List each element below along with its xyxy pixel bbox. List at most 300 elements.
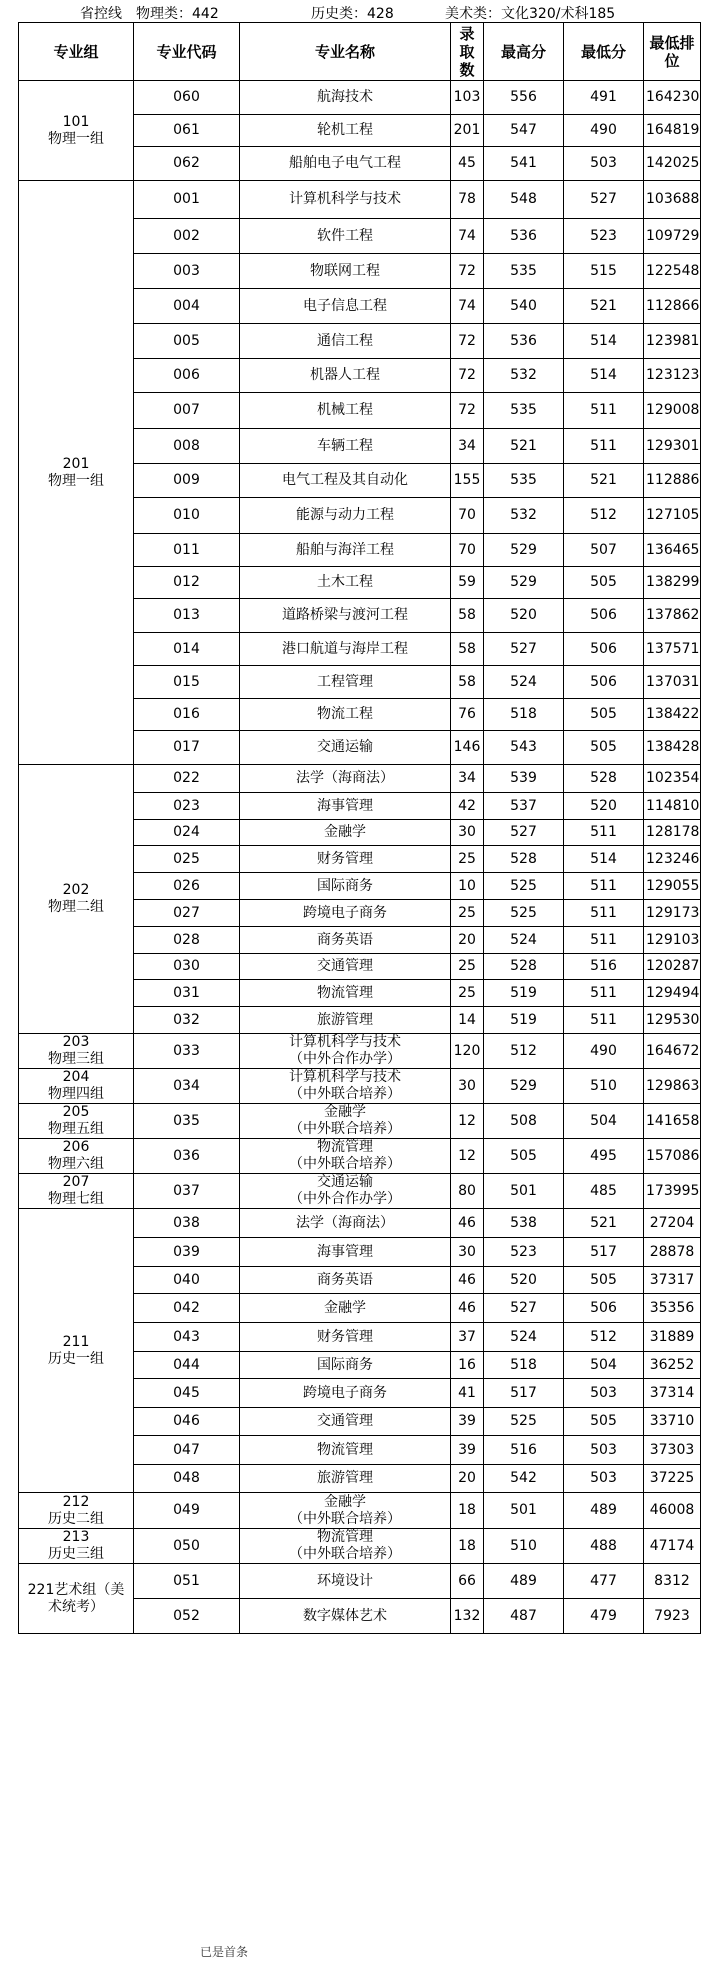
cell-name: 交通管理 [240, 954, 451, 980]
cell-max: 556 [484, 81, 564, 115]
cell-rank: 36252 [644, 1352, 701, 1379]
cell-admitted: 34 [451, 765, 484, 793]
cell-name: 交通运输 （中外合作办学） [240, 1174, 451, 1209]
cell-min: 528 [564, 765, 644, 793]
control-line-history: 历史类：428 [311, 6, 394, 22]
cell-min: 517 [564, 1238, 644, 1267]
cell-code: 051 [134, 1564, 240, 1599]
cell-code: 046 [134, 1408, 240, 1436]
cell-admitted: 46 [451, 1267, 484, 1294]
group-cell: 206 物理六组 [19, 1139, 134, 1174]
cell-rank: 129863 [644, 1069, 701, 1104]
cell-admitted: 58 [451, 599, 484, 633]
cell-min: 514 [564, 846, 644, 873]
cell-admitted: 120 [451, 1034, 484, 1069]
cell-max: 541 [484, 147, 564, 181]
cell-max: 517 [484, 1379, 564, 1408]
group-cell: 204 物理四组 [19, 1069, 134, 1104]
cell-name: 通信工程 [240, 324, 451, 359]
cell-code: 012 [134, 567, 240, 599]
cell-max: 518 [484, 699, 564, 731]
cell-admitted: 30 [451, 820, 484, 846]
cell-name: 海事管理 [240, 1238, 451, 1267]
cell-code: 028 [134, 927, 240, 954]
cell-name: 船舶电子电气工程 [240, 147, 451, 181]
header-max: 最高分 [484, 23, 564, 81]
cell-name: 船舶与海洋工程 [240, 534, 451, 567]
cell-min: 505 [564, 567, 644, 599]
cell-rank: 123123 [644, 359, 701, 393]
cell-code: 013 [134, 599, 240, 633]
cell-min: 511 [564, 429, 644, 464]
cell-max: 521 [484, 429, 564, 464]
cell-max: 537 [484, 793, 564, 820]
cell-admitted: 25 [451, 900, 484, 927]
cell-rank: 128178 [644, 820, 701, 846]
cell-min: 521 [564, 464, 644, 498]
cell-min: 479 [564, 1599, 644, 1634]
cell-admitted: 201 [451, 115, 484, 147]
cell-name: 工程管理 [240, 666, 451, 699]
cell-code: 047 [134, 1436, 240, 1465]
cell-name: 财务管理 [240, 1323, 451, 1352]
cell-name: 财务管理 [240, 846, 451, 873]
cell-admitted: 103 [451, 81, 484, 115]
cell-admitted: 41 [451, 1379, 484, 1408]
cell-code: 032 [134, 1007, 240, 1034]
cell-min: 507 [564, 534, 644, 567]
table-header-row [19, 23, 701, 81]
cell-min: 521 [564, 1209, 644, 1238]
cell-max: 524 [484, 927, 564, 954]
cell-max: 505 [484, 1139, 564, 1174]
cell-code: 025 [134, 846, 240, 873]
table-row [19, 1139, 701, 1174]
cell-code: 006 [134, 359, 240, 393]
cell-max: 489 [484, 1564, 564, 1599]
cell-code: 011 [134, 534, 240, 567]
cell-admitted: 30 [451, 1069, 484, 1104]
cell-max: 529 [484, 1069, 564, 1104]
table-row [19, 1493, 701, 1529]
cell-rank: 112866 [644, 289, 701, 324]
cell-max: 520 [484, 1267, 564, 1294]
cell-code: 026 [134, 873, 240, 900]
cell-min: 495 [564, 1139, 644, 1174]
cell-admitted: 42 [451, 793, 484, 820]
cell-rank: 136465 [644, 534, 701, 567]
cell-admitted: 46 [451, 1294, 484, 1323]
cell-name: 港口航道与海岸工程 [240, 633, 451, 666]
header-name: 专业名称 [240, 23, 451, 81]
cell-rank: 137031 [644, 666, 701, 699]
cell-name: 车辆工程 [240, 429, 451, 464]
cell-name: 法学（海商法） [240, 1209, 451, 1238]
cell-rank: 33710 [644, 1408, 701, 1436]
cell-name: 商务英语 [240, 1267, 451, 1294]
cell-min: 523 [564, 219, 644, 254]
cell-name: 交通管理 [240, 1408, 451, 1436]
cell-admitted: 78 [451, 181, 484, 219]
cell-code: 017 [134, 731, 240, 765]
cell-rank: 164819 [644, 115, 701, 147]
group-cell: 207 物理七组 [19, 1174, 134, 1209]
cell-min: 512 [564, 1323, 644, 1352]
cell-min: 490 [564, 1034, 644, 1069]
table-row [19, 1174, 701, 1209]
cell-admitted: 10 [451, 873, 484, 900]
cell-max: 527 [484, 1294, 564, 1323]
cell-rank: 142025 [644, 147, 701, 181]
cell-admitted: 12 [451, 1104, 484, 1139]
cell-min: 504 [564, 1352, 644, 1379]
cell-max: 527 [484, 633, 564, 666]
cell-code: 014 [134, 633, 240, 666]
cell-admitted: 76 [451, 699, 484, 731]
cell-name: 商务英语 [240, 927, 451, 954]
cell-rank: 137862 [644, 599, 701, 633]
cell-rank: 129008 [644, 393, 701, 429]
cell-min: 511 [564, 1007, 644, 1034]
cell-max: 532 [484, 359, 564, 393]
header-group: 专业组 [19, 23, 134, 81]
cell-min: 491 [564, 81, 644, 115]
cell-admitted: 72 [451, 393, 484, 429]
cell-admitted: 155 [451, 464, 484, 498]
cell-code: 024 [134, 820, 240, 846]
cell-code: 037 [134, 1174, 240, 1209]
cell-min: 506 [564, 1294, 644, 1323]
cell-name: 土木工程 [240, 567, 451, 599]
cell-admitted: 25 [451, 980, 484, 1007]
cell-name: 跨境电子商务 [240, 900, 451, 927]
cell-rank: 129301 [644, 429, 701, 464]
cell-name: 物联网工程 [240, 254, 451, 289]
cell-admitted: 37 [451, 1323, 484, 1352]
cell-admitted: 14 [451, 1007, 484, 1034]
cell-code: 036 [134, 1139, 240, 1174]
cell-max: 536 [484, 324, 564, 359]
cell-rank: 103688 [644, 181, 701, 219]
cell-max: 519 [484, 980, 564, 1007]
cell-max: 525 [484, 873, 564, 900]
cell-rank: 157086 [644, 1139, 701, 1174]
table-row [19, 81, 701, 115]
cell-max: 539 [484, 765, 564, 793]
cell-min: 503 [564, 1436, 644, 1465]
cell-name: 金融学 （中外联合培养） [240, 1104, 451, 1139]
cell-rank: 129055 [644, 873, 701, 900]
group-cell: 205 物理五组 [19, 1104, 134, 1139]
cell-admitted: 25 [451, 846, 484, 873]
cell-admitted: 72 [451, 254, 484, 289]
cell-name: 物流工程 [240, 699, 451, 731]
cell-code: 002 [134, 219, 240, 254]
cell-max: 520 [484, 599, 564, 633]
cell-max: 523 [484, 1238, 564, 1267]
cell-admitted: 146 [451, 731, 484, 765]
cell-max: 542 [484, 1465, 564, 1493]
group-cell: 202 物理二组 [19, 765, 134, 1034]
cell-rank: 8312 [644, 1564, 701, 1599]
cell-rank: 129103 [644, 927, 701, 954]
cell-code: 003 [134, 254, 240, 289]
cell-name: 数字媒体艺术 [240, 1599, 451, 1634]
cell-code: 030 [134, 954, 240, 980]
cell-min: 485 [564, 1174, 644, 1209]
cell-code: 038 [134, 1209, 240, 1238]
table-row [19, 1034, 701, 1069]
cell-min: 503 [564, 147, 644, 181]
header-min: 最低分 [564, 23, 644, 81]
cell-min: 521 [564, 289, 644, 324]
cell-name: 道路桥梁与渡河工程 [240, 599, 451, 633]
cell-min: 505 [564, 699, 644, 731]
cell-max: 532 [484, 498, 564, 534]
cell-rank: 46008 [644, 1493, 701, 1529]
cell-code: 050 [134, 1529, 240, 1564]
cell-min: 516 [564, 954, 644, 980]
cell-admitted: 25 [451, 954, 484, 980]
cell-rank: 28878 [644, 1238, 701, 1267]
cell-max: 512 [484, 1034, 564, 1069]
cell-name: 计算机科学与技术 （中外合作办学） [240, 1034, 451, 1069]
cell-code: 052 [134, 1599, 240, 1634]
cell-max: 547 [484, 115, 564, 147]
cell-rank: 37225 [644, 1465, 701, 1493]
cell-code: 039 [134, 1238, 240, 1267]
cell-code: 005 [134, 324, 240, 359]
cell-max: 529 [484, 567, 564, 599]
cell-max: 528 [484, 954, 564, 980]
control-line-art: 美术类：文化320/术科185 [445, 6, 616, 22]
cell-name: 旅游管理 [240, 1007, 451, 1034]
cell-min: 511 [564, 873, 644, 900]
cell-max: 525 [484, 900, 564, 927]
cell-admitted: 16 [451, 1352, 484, 1379]
cell-name: 电气工程及其自动化 [240, 464, 451, 498]
cell-max: 524 [484, 666, 564, 699]
header-code: 专业代码 [134, 23, 240, 81]
cell-rank: 138422 [644, 699, 701, 731]
cell-code: 023 [134, 793, 240, 820]
cell-max: 535 [484, 254, 564, 289]
cell-max: 536 [484, 219, 564, 254]
cell-code: 042 [134, 1294, 240, 1323]
cell-rank: 7923 [644, 1599, 701, 1634]
cell-name: 软件工程 [240, 219, 451, 254]
cell-max: 508 [484, 1104, 564, 1139]
group-cell: 203 物理三组 [19, 1034, 134, 1069]
cell-min: 503 [564, 1379, 644, 1408]
cell-code: 007 [134, 393, 240, 429]
control-line-title: 省控线 [80, 6, 122, 22]
cell-rank: 127105 [644, 498, 701, 534]
cell-rank: 123981 [644, 324, 701, 359]
cell-min: 506 [564, 666, 644, 699]
table-row [19, 765, 701, 793]
cell-rank: 123246 [644, 846, 701, 873]
cell-code: 027 [134, 900, 240, 927]
cell-admitted: 20 [451, 1465, 484, 1493]
cell-min: 505 [564, 1408, 644, 1436]
cell-rank: 31889 [644, 1323, 701, 1352]
cell-code: 034 [134, 1069, 240, 1104]
cell-rank: 173995 [644, 1174, 701, 1209]
cell-rank: 37303 [644, 1436, 701, 1465]
cell-min: 515 [564, 254, 644, 289]
cell-rank: 120287 [644, 954, 701, 980]
cell-rank: 37314 [644, 1379, 701, 1408]
cell-name: 轮机工程 [240, 115, 451, 147]
cell-code: 062 [134, 147, 240, 181]
cell-min: 510 [564, 1069, 644, 1104]
cell-admitted: 39 [451, 1408, 484, 1436]
cell-admitted: 20 [451, 927, 484, 954]
group-cell: 212 历史二组 [19, 1493, 134, 1529]
cell-name: 国际商务 [240, 1352, 451, 1379]
cell-code: 010 [134, 498, 240, 534]
cell-min: 512 [564, 498, 644, 534]
cell-code: 048 [134, 1465, 240, 1493]
cell-max: 510 [484, 1529, 564, 1564]
cell-name: 物流管理 [240, 1436, 451, 1465]
cell-name: 物流管理 [240, 980, 451, 1007]
cell-min: 477 [564, 1564, 644, 1599]
cell-code: 049 [134, 1493, 240, 1529]
cell-rank: 129530 [644, 1007, 701, 1034]
cell-code: 061 [134, 115, 240, 147]
footer-note: 已是首条 [200, 1945, 249, 1959]
cell-min: 511 [564, 927, 644, 954]
cell-min: 520 [564, 793, 644, 820]
cell-max: 518 [484, 1352, 564, 1379]
admission-score-table [18, 22, 701, 1634]
cell-code: 044 [134, 1352, 240, 1379]
cell-admitted: 46 [451, 1209, 484, 1238]
cell-code: 035 [134, 1104, 240, 1139]
cell-admitted: 70 [451, 498, 484, 534]
cell-name: 物流管理 （中外联合培养） [240, 1529, 451, 1564]
cell-min: 511 [564, 980, 644, 1007]
cell-min: 506 [564, 633, 644, 666]
cell-max: 525 [484, 1408, 564, 1436]
cell-max: 543 [484, 731, 564, 765]
cell-code: 016 [134, 699, 240, 731]
group-cell: 201 物理一组 [19, 181, 134, 765]
cell-max: 548 [484, 181, 564, 219]
cell-name: 海事管理 [240, 793, 451, 820]
group-cell: 213 历史三组 [19, 1529, 134, 1564]
cell-name: 金融学 [240, 820, 451, 846]
cell-max: 524 [484, 1323, 564, 1352]
cell-name: 法学（海商法） [240, 765, 451, 793]
cell-rank: 137571 [644, 633, 701, 666]
cell-code: 008 [134, 429, 240, 464]
cell-name: 国际商务 [240, 873, 451, 900]
cell-max: 538 [484, 1209, 564, 1238]
table-row [19, 1564, 701, 1599]
cell-admitted: 70 [451, 534, 484, 567]
cell-min: 505 [564, 1267, 644, 1294]
cell-name: 计算机科学与技术 [240, 181, 451, 219]
cell-min: 503 [564, 1465, 644, 1493]
cell-admitted: 74 [451, 289, 484, 324]
cell-code: 009 [134, 464, 240, 498]
table-row [19, 181, 701, 219]
cell-code: 040 [134, 1267, 240, 1294]
table-row [19, 1069, 701, 1104]
cell-code: 060 [134, 81, 240, 115]
cell-max: 535 [484, 464, 564, 498]
cell-admitted: 30 [451, 1238, 484, 1267]
cell-rank: 47174 [644, 1529, 701, 1564]
cell-admitted: 18 [451, 1529, 484, 1564]
cell-admitted: 80 [451, 1174, 484, 1209]
group-cell: 101 物理一组 [19, 81, 134, 181]
cell-max: 487 [484, 1599, 564, 1634]
cell-code: 033 [134, 1034, 240, 1069]
cell-name: 能源与动力工程 [240, 498, 451, 534]
cell-admitted: 12 [451, 1139, 484, 1174]
cell-min: 527 [564, 181, 644, 219]
cell-rank: 141658 [644, 1104, 701, 1139]
cell-code: 022 [134, 765, 240, 793]
cell-max: 519 [484, 1007, 564, 1034]
cell-code: 043 [134, 1323, 240, 1352]
cell-name: 金融学 [240, 1294, 451, 1323]
cell-min: 505 [564, 731, 644, 765]
cell-rank: 35356 [644, 1294, 701, 1323]
cell-name: 机械工程 [240, 393, 451, 429]
cell-admitted: 72 [451, 359, 484, 393]
cell-max: 540 [484, 289, 564, 324]
cell-admitted: 39 [451, 1436, 484, 1465]
cell-rank: 129173 [644, 900, 701, 927]
table-row [19, 1529, 701, 1564]
cell-admitted: 34 [451, 429, 484, 464]
cell-name: 跨境电子商务 [240, 1379, 451, 1408]
cell-admitted: 59 [451, 567, 484, 599]
group-cell: 211 历史一组 [19, 1209, 134, 1493]
cell-code: 045 [134, 1379, 240, 1408]
cell-admitted: 18 [451, 1493, 484, 1529]
cell-max: 501 [484, 1174, 564, 1209]
cell-rank: 114810 [644, 793, 701, 820]
table-row [19, 1209, 701, 1238]
cell-min: 511 [564, 393, 644, 429]
cell-name: 电子信息工程 [240, 289, 451, 324]
cell-rank: 109729 [644, 219, 701, 254]
cell-rank: 122548 [644, 254, 701, 289]
cell-min: 511 [564, 900, 644, 927]
control-line-physics: 物理类：442 [136, 6, 219, 22]
cell-rank: 164672 [644, 1034, 701, 1069]
cell-code: 015 [134, 666, 240, 699]
cell-name: 航海技术 [240, 81, 451, 115]
cell-max: 529 [484, 534, 564, 567]
cell-max: 516 [484, 1436, 564, 1465]
cell-admitted: 58 [451, 666, 484, 699]
cell-admitted: 132 [451, 1599, 484, 1634]
cell-name: 金融学 （中外联合培养） [240, 1493, 451, 1529]
cell-admitted: 45 [451, 147, 484, 181]
cell-max: 501 [484, 1493, 564, 1529]
cell-admitted: 66 [451, 1564, 484, 1599]
cell-min: 511 [564, 820, 644, 846]
header-admitted: 录取数 [451, 23, 484, 81]
cell-rank: 138428 [644, 731, 701, 765]
